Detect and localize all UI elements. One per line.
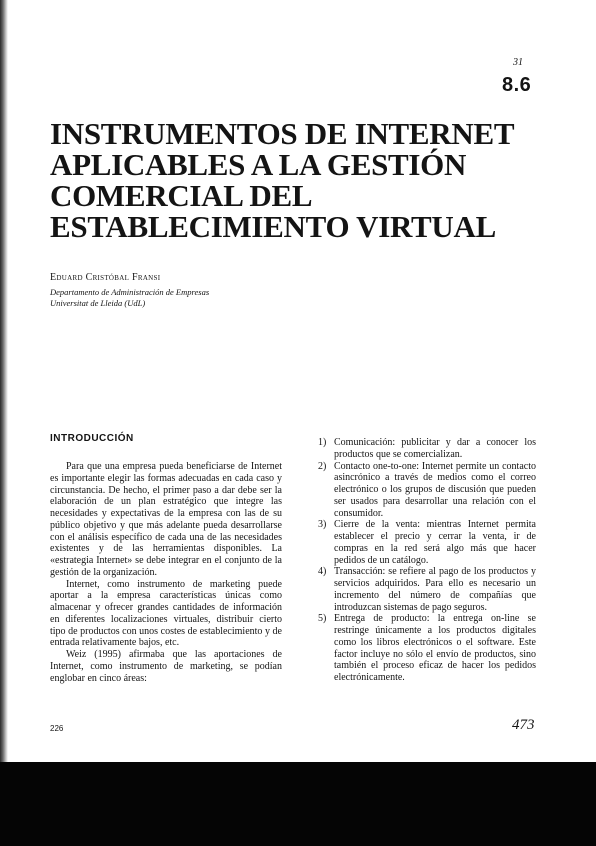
left-column <box>50 461 282 684</box>
list-item <box>318 613 536 684</box>
list-text: Comunicación: publicitar y dar a conocer los productos que se comercializan. <box>334 437 536 460</box>
title-line: ESTABLECIMIENTO VIRTUAL <box>50 209 496 244</box>
list-item <box>318 519 536 566</box>
scan-binding-edge <box>0 0 8 770</box>
list-marker: 4) <box>318 566 327 578</box>
article-title <box>50 118 580 242</box>
page-number: 473 <box>512 717 535 733</box>
scan-dark-margin <box>0 762 596 846</box>
author-name: Eduard Cristóbal Fransi <box>50 272 161 283</box>
author-department: Departamento de Administración de Empresas <box>50 287 210 297</box>
list-marker: 2) <box>318 460 327 472</box>
list-text: Contacto one-to-one: Internet permite un contacto asincrónico a través de medios como el correo electrónico o los grupos de discusión que pueden ser usados para desarrollar una relación con el consumidor. <box>334 460 536 519</box>
list-marker: 1) <box>318 437 327 448</box>
right-column <box>318 437 536 684</box>
list-item <box>318 566 536 613</box>
list-item <box>318 461 536 520</box>
list-text: Cierre de la venta: mientras Internet permita establecer el precio y cerrar la venta, ir de compras en la red será algo más que hacer pedidos de un catálogo. <box>334 519 536 566</box>
title-line: APLICABLES A LA GESTIÓN <box>50 147 467 182</box>
body-paragraph: Para que una empresa pueda beneficiarse de Internet es importante elegir las formas adecuadas en cada caso y circunstancia. De hecho, el primer paso a dar debe ser la elaboración de un plan estratégico que integre las necesidades y expectativas de la empresa con las de su público objetivo y que más adelante pueda desarrollarse con el análisis específico de cada una de las necesidades existentes y de las herramientas disponibles. La «estrategia Internet» se debe integrar en el conjunto de la gestión de la organización. <box>50 461 282 578</box>
list-text: Entrega de producto: la entrega on-line se restringe únicamente a los productos digitales como los libros electrónicos o el software. Este factor incluye no sólo el envío de productos, sino también el proceso eficaz de hacer los pedidos electrónicamente. <box>334 613 536 683</box>
list-marker: 3) <box>318 519 327 531</box>
running-page-number: 31 <box>513 57 523 68</box>
list-marker: 5) <box>318 613 327 625</box>
list-text: Transacción: se refiere al pago de los productos y servicios adquiridos. Para ello es necesario un incremento del número de compañías que introduzcan sistemas de pago seguros. <box>334 566 536 613</box>
section-number: 8.6 <box>502 74 532 96</box>
footer-code: 226 <box>50 724 64 733</box>
author-university: Universitat de Lleida (UdL) <box>50 298 146 308</box>
section-heading: INTRODUCCIÓN <box>50 433 134 444</box>
body-paragraph: Weiz (1995) afirmaba que las aportaciones de Internet, como instrumento de marketing, se podían englobar en cinco áreas: <box>50 649 282 684</box>
title-line: INSTRUMENTOS DE INTERNET <box>50 116 515 151</box>
list-item <box>318 437 536 461</box>
title-line: COMERCIAL DEL <box>50 178 313 213</box>
body-paragraph: Internet, como instrumento de marketing puede aportar a la empresa características únicas como almacenar y ofrecer grandes cantidades de información en diferentes localizaciones virtuales, distribuir cierto tipo de productos con unos costes de establecimiento y de entrada relativamente bajos, etc. <box>50 578 282 649</box>
